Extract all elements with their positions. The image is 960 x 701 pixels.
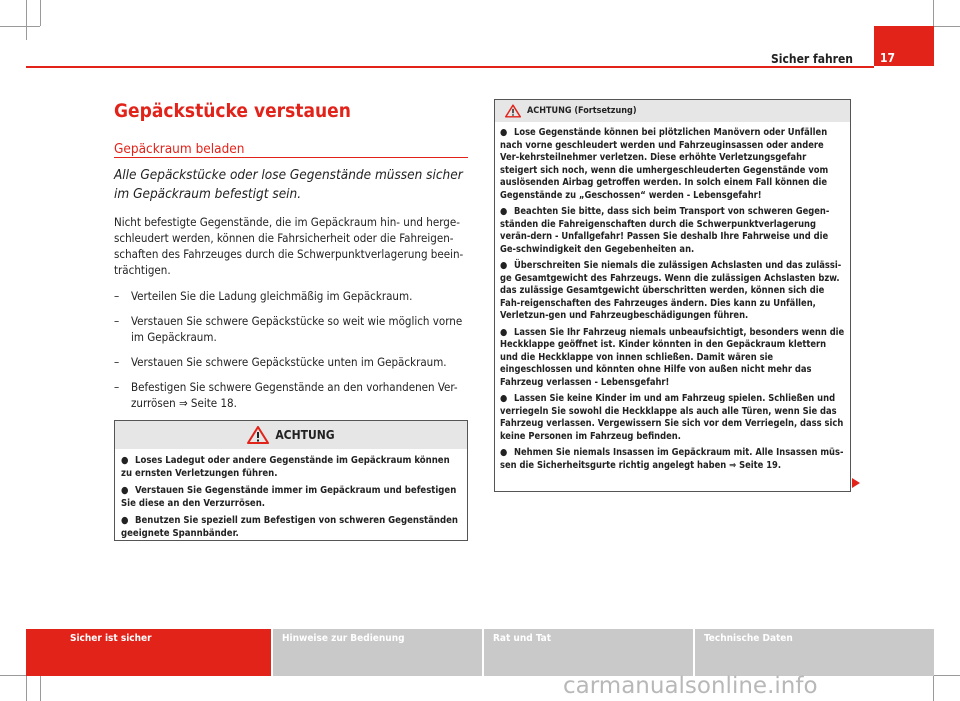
warning-triangle-icon [505, 104, 521, 118]
instruction-list [114, 288, 472, 411]
warning-item [500, 127, 845, 202]
body-text [114, 214, 472, 420]
warning-item [500, 393, 845, 443]
bullet-icon: ● [500, 206, 508, 217]
footer-tab-technische-daten[interactable]: Technische Daten [695, 629, 934, 676]
warning-item-text: Benutzen Sie speziell zum Befestigen von schweren Gegenständen geeignete Spannbänder. [121, 515, 458, 539]
crop-mark [0, 26, 40, 27]
bullet-icon: ● [500, 260, 508, 271]
warning-item [121, 514, 461, 540]
warning-item [500, 206, 845, 256]
warning-body [115, 449, 467, 550]
warning-body [495, 122, 850, 481]
footer-tab-hinweise-zur-bedienung[interactable]: Hinweise zur Bedienung [273, 629, 482, 676]
subsection-heading: Gepäckraum beladen [114, 141, 245, 157]
bullet-icon: ● [121, 485, 129, 496]
warning-item-text: Überschreiten Sie niemals die zulässigen Achslasten und das zulässi-ge Gesamtgewicht des Fahrzeugs. Wenn die zulässigen Achslasten bzw. das zulässige Gesamtgewicht überschritten werden, können sich die Fah-reigenschaften des Fahrzeuges ändern. Dies kann zu Unfällen, Verletzun-gen und Fahrzeugbeschädigungen führen. [500, 260, 842, 321]
crop-mark [40, 676, 41, 701]
footer-tab-sicher-ist-sicher[interactable]: Sicher ist sicher [26, 629, 271, 676]
warning-item [500, 447, 845, 472]
warning-title: ACHTUNG (Fortsetzung) [527, 106, 637, 116]
bullet-icon: ● [121, 515, 129, 526]
warning-triangle-icon [247, 426, 269, 444]
bullet-icon: ● [500, 447, 508, 458]
warning-item-text: Lassen Sie Ihr Fahrzeug niemals unbeaufsichtigt, besonders wenn die Heckklappe geöffnet ist. Kinder könnten in den Gepäckraum klettern und die Heckklappe von innen schließen. Damit wären sie eingeschlossen und könnten ohne Hilfe von außen nicht mehr das Fahrzeug verlassen - Lebensgefahr! [500, 326, 845, 388]
bullet-icon: ● [121, 455, 129, 466]
list-item: – Verstauen Sie schwere Gepäckstücke unten im Gepäckraum. [114, 354, 472, 370]
bullet-icon: ● [500, 393, 508, 404]
warning-item-text: Lose Gegenstände können bei plötzlichen Manövern oder Unfällen nach vorne geschleudert werden und Fahrzeuginsassen oder andere Ver-kehrsteilnehmer verletzen. Diese erhöhte Verletzungsgefahr steigert sich noch, wenn die umhergeschleuderten Gegenstände vom auslösenden Airbag getroffen werden. In solch einem Fall können die Gegenstände zu „Geschossen“ werden - Lebensgefahr! [500, 127, 829, 201]
warning-header [495, 100, 850, 122]
warning-item-text: Verstauen Sie Gegenstände immer im Gepäckraum und befestigen Sie diese an den Verzurrösen. [121, 485, 457, 509]
warning-item [121, 484, 461, 510]
list-item: – Befestigen Sie schwere Gegenstände an den vorhandenen Ver-zurrösen ⇒ Seite 18. [114, 379, 472, 411]
warning-item [121, 454, 461, 480]
crop-mark [40, 0, 41, 26]
warning-box-continued [494, 99, 851, 492]
warning-box [114, 420, 468, 541]
warning-item [500, 260, 845, 323]
lead-text: Alle Gepäckstücke oder lose Gegenstände müssen sicher im Gepäckraum befestigt sein. [114, 167, 463, 202]
warning-title: ACHTUNG [275, 428, 335, 442]
warning-item-text: Beachten Sie bitte, dass sich beim Transport von schweren Gegen-ständen die Fahreigenschaften durch die Schwerpunktverlagerung verän-dern - Unfallgefahr! Passen Sie deshalb Ihre Fahrweise und die Ge-schwindigkeit den Gegebenheiten an. [500, 206, 830, 255]
page-number: 17 [874, 26, 934, 66]
bullet-icon: ● [500, 127, 508, 138]
section-heading: Gepäckstücke verstauen [114, 100, 351, 122]
warning-item-text: Nehmen Sie niemals Insassen im Gepäckraum mit. Alle Insassen müs-sen die Sicherheitsgurte richtig angelegt haben ⇒ Seite 19. [500, 447, 844, 471]
footer-tab-rat-und-tat[interactable]: Rat und Tat [484, 629, 693, 676]
warning-item-text: Lassen Sie keine Kinder im und am Fahrzeug spielen. Schließen und verriegeln Sie sowohl die Heckklappe als auch alle Türen, wenn Sie das Fahrzeug verlassen. Vergewissern Sie sich vor dem Verriegeln, dass sich keine Personen im Fahrzeug befinden. [500, 393, 844, 442]
warning-item [500, 327, 845, 390]
running-header-title: Sicher fahren [771, 52, 853, 66]
warning-item-text: Loses Ladegut oder andere Gegenstände im Gepäckraum können zu ernsten Verletzungen führen. [121, 455, 450, 479]
bullet-icon: ● [500, 326, 508, 338]
intro-paragraph: Nicht befestigte Gegenstände, die im Gepäckraum hin- und herge-schleudert werden, können die Fahrsicherheit oder die Fahreigen-schaften des Fahrzeuges durch die Schwerpunktverlagerung beein-trächtigen. [114, 215, 464, 277]
watermark: carmanualsonline.info [563, 673, 818, 699]
header-divider [26, 66, 874, 68]
continue-arrow-icon [852, 478, 860, 488]
crop-mark [26, 0, 27, 40]
warning-header [115, 421, 467, 449]
list-item: – Verteilen Sie die Ladung gleichmäßig im Gepäckraum. [114, 288, 472, 304]
subheading-divider [114, 157, 468, 158]
list-item: – Verstauen Sie schwere Gepäckstücke so weit wie möglich vorne im Gepäckraum. [114, 313, 472, 345]
